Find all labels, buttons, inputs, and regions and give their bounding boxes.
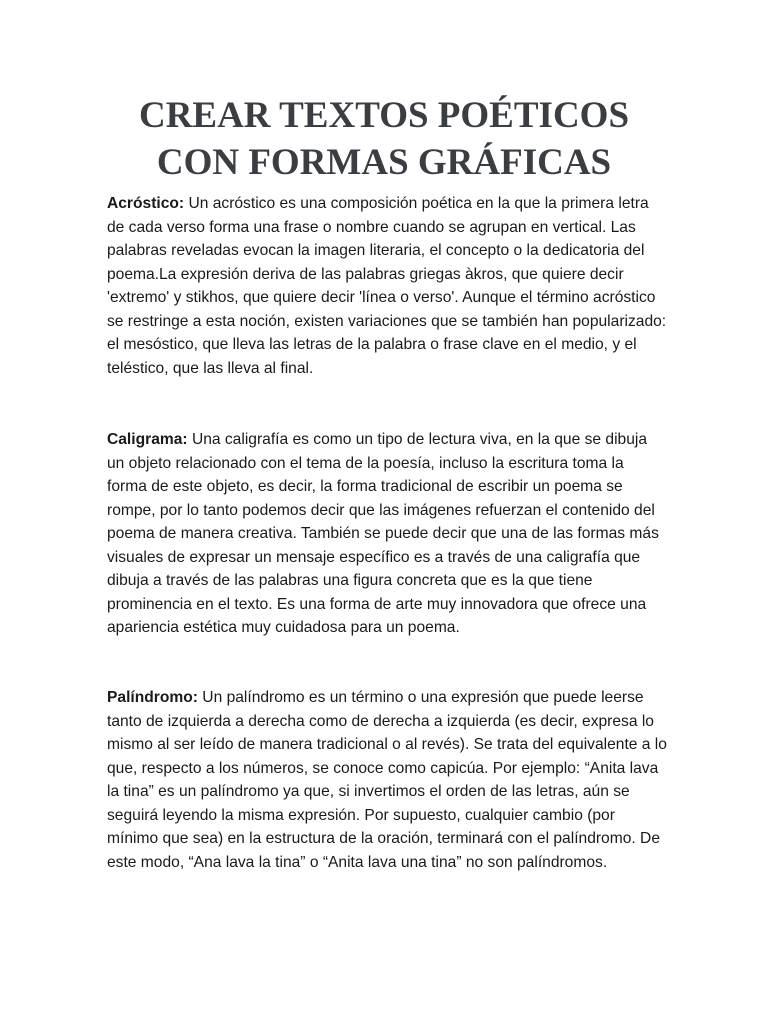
section-acrostico	[107, 192, 667, 380]
term-caligrama: Caligrama:	[107, 431, 188, 448]
title-line-1: CREAR TEXTOS POÉTICOS	[138, 95, 630, 136]
section-palindromo	[107, 686, 667, 874]
text-palindromo: Un palíndromo es un término o una expresión que puede leerse tanto de izquierda a derecha como de derecha a izquierda (es decir, expresa lo mismo al ser leído de manera tradicional o al revés). Se trata del equivalente a lo que, respecto a los números, se conoce como capicúa. Por ejemplo: “Anita lava la tina” es un palíndromo ya que, si invertimos el orden de las letras, aún se seguirá leyendo la misma expresión. Por supuesto, cualquier cambio (por mínimo que sea) en la estructura de la oración, terminará con el palíndromo. De este modo, “Ana lava la tina” o “Anita lava una tina” no son palíndromos.	[107, 689, 667, 871]
term-acrostico: Acróstico:	[107, 195, 185, 212]
term-palindromo: Palíndromo:	[107, 689, 198, 706]
text-acrostico: Un acróstico es una composición poética en la que la primera letra de cada verso forma una frase o nombre cuando se agrupan en vertical. Las palabras reveladas evocan la imagen literaria, el concepto o la dedicatoria del poema.La expresión deriva de las palabras griegas àkros, que quiere decir 'extremo' y stikhos, que quiere decir 'línea o verso'. Aunque el término acróstico se restringe a esta noción, existen variaciones que se también han popularizado: el mesóstico, que lleva las letras de la palabra o frase clave en el medio, y el teléstico, que las lleva al final.	[107, 195, 667, 377]
text-caligrama: Una caligrafía es como un tipo de lectura viva, en la que se dibuja un objeto relacionado con el tema de la poesía, incluso la escritura toma la forma de este objeto, es decir, la forma tradicional de escribir un poema se rompe, por lo tanto podemos decir que las imágenes refuerzan el contenido del poema de manera creativa. También se puede decir que una de las formas más visuales de expresar un mensaje específico es a través de una caligrafía que dibuja a través de las palabras una figura concreta que es la que tiene prominencia en el texto. Es una forma de arte muy innovadora que ofrece una apariencia estética muy cuidadosa para un poema.	[107, 431, 659, 636]
title-line-2: CON FORMAS GRÁFICAS	[156, 142, 612, 183]
section-caligrama	[107, 428, 667, 640]
page-title	[0, 92, 768, 186]
